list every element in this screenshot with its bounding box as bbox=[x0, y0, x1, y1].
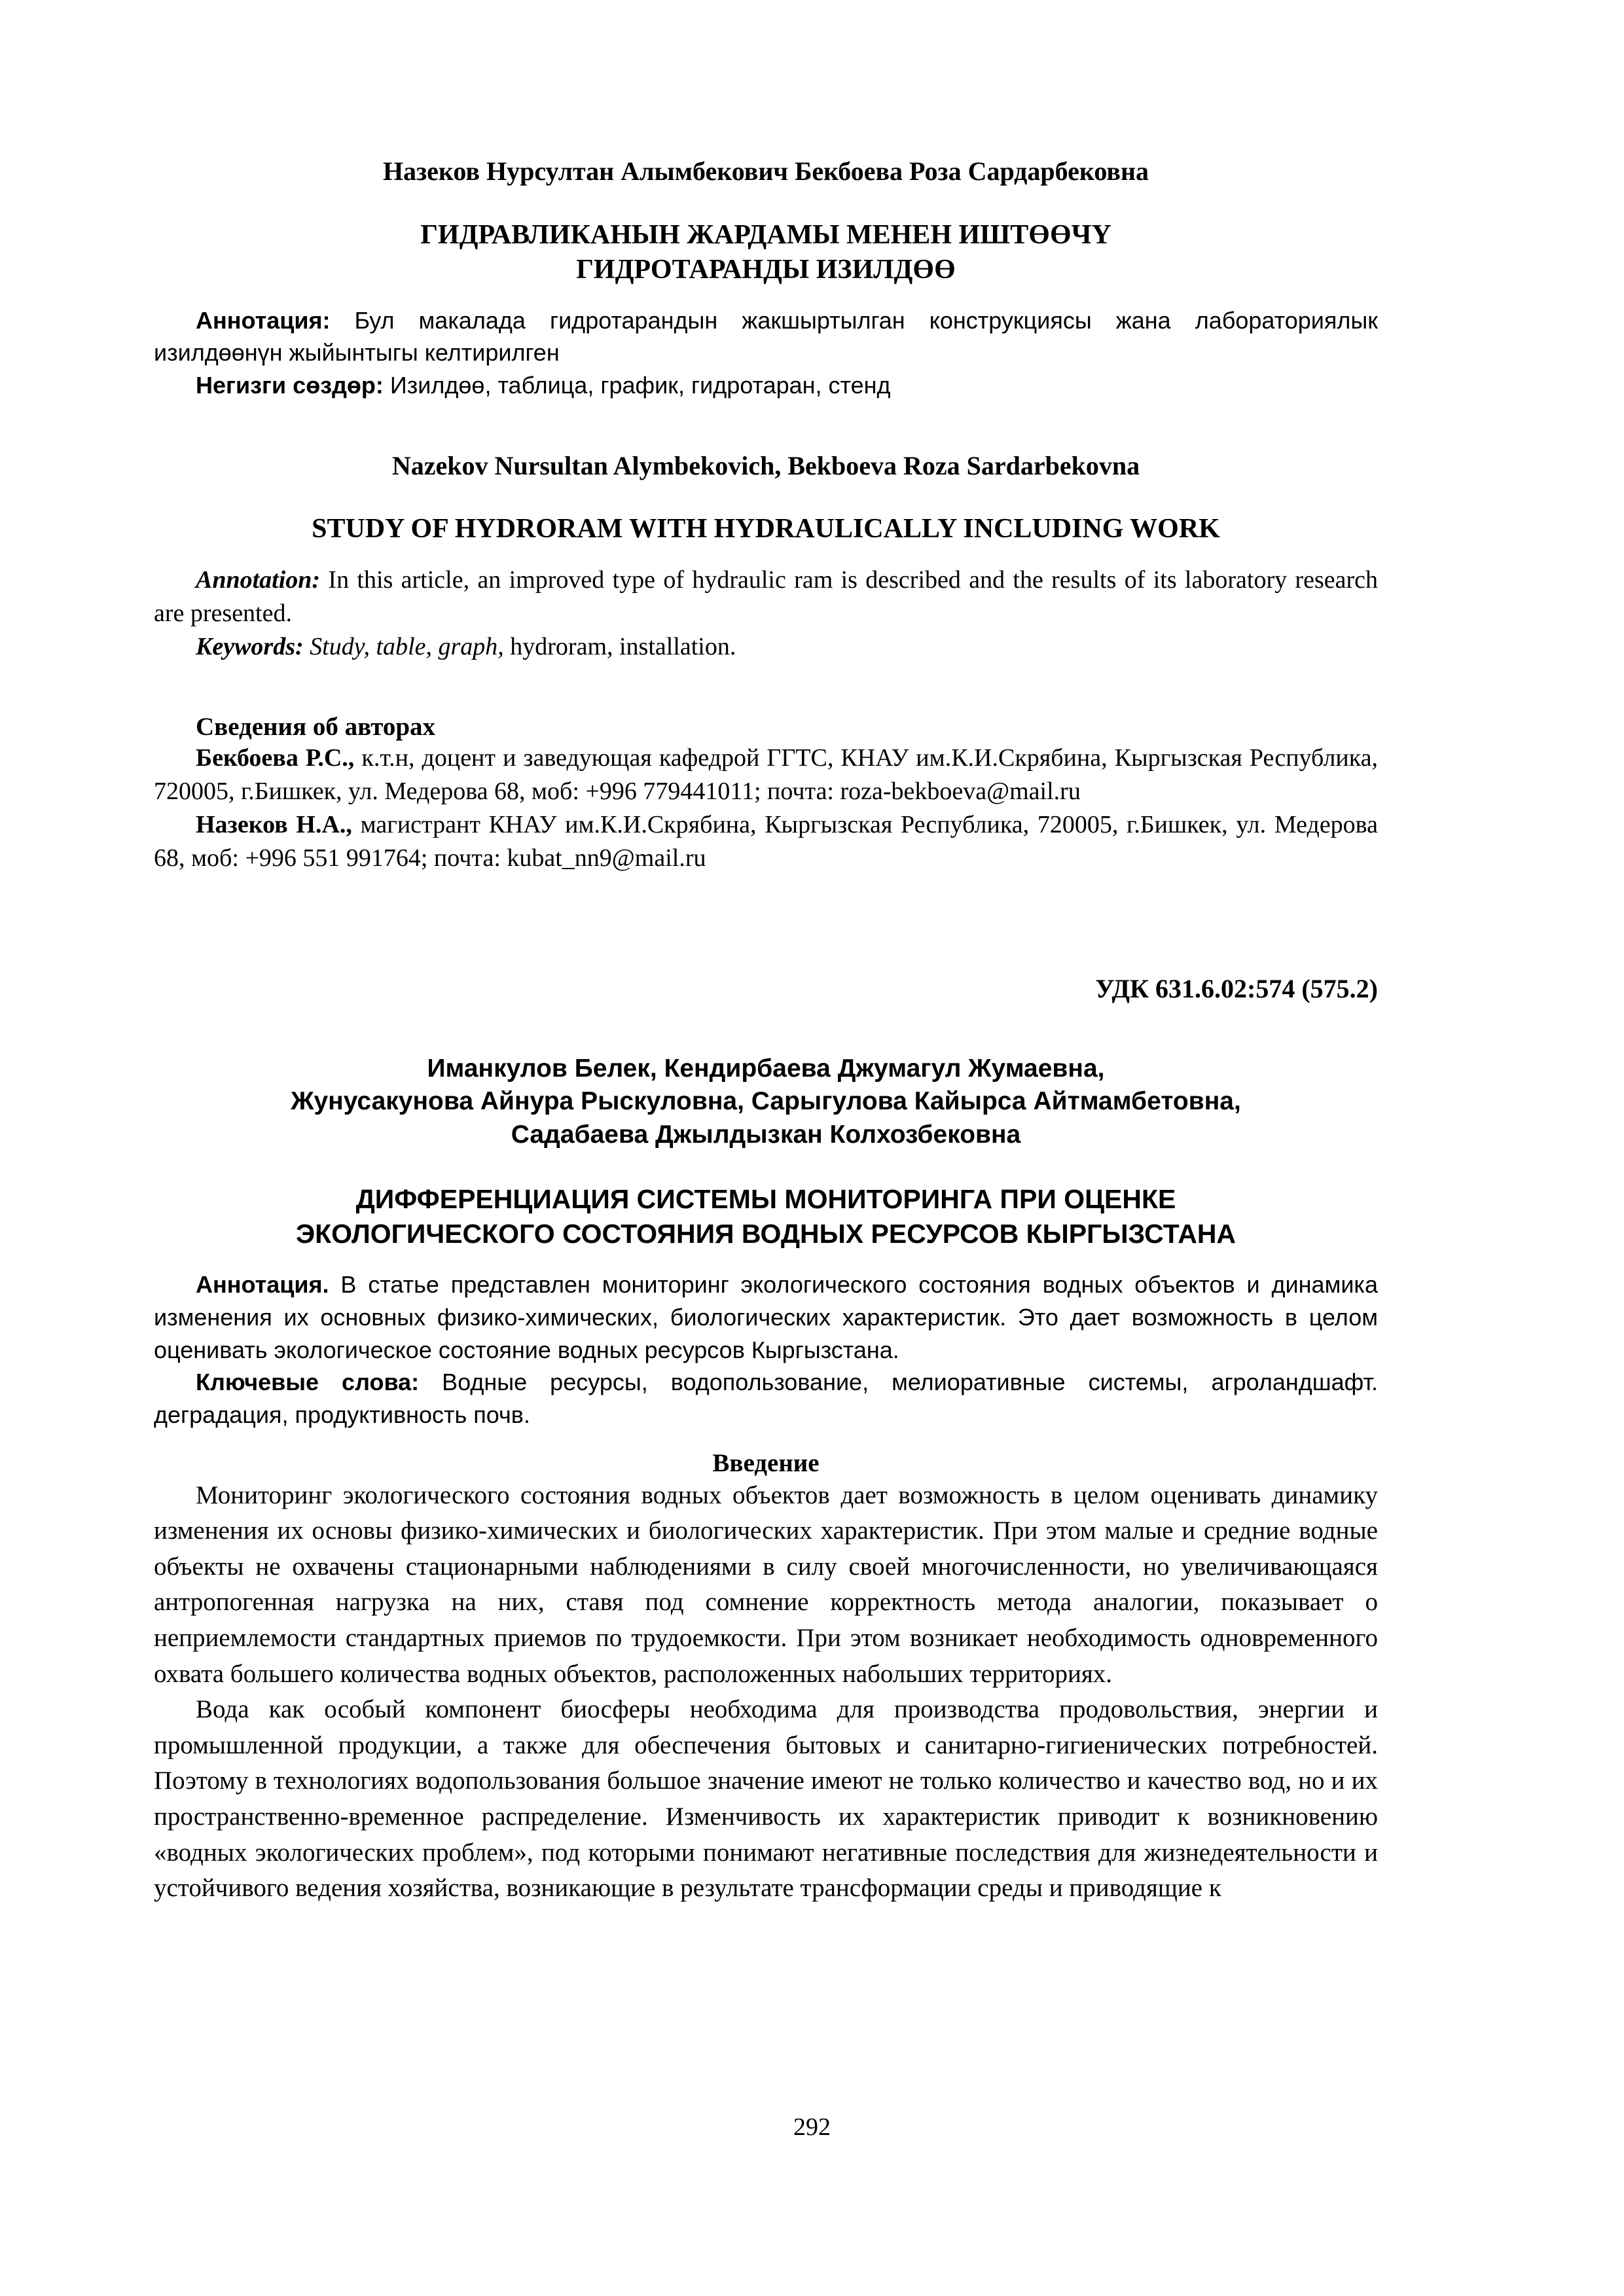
spacer bbox=[154, 1152, 1378, 1182]
spacer bbox=[154, 482, 1378, 512]
spacer bbox=[154, 547, 1378, 564]
article1-author1-details: к.т.н, доцент и заведующая кафедрой ГГТС, КНАУ им.К.И.Скрябина, Кыргызская Республика, 720005, г.Бишкек, ул. Медерова 68, моб: +996 779441011; почта: roza-bekboeva@mail.ru bbox=[154, 744, 1378, 805]
article2-intro-paragraph-1: Мониторинг экологического состояния водных объектов дает возможность в целом оценивать динамику изменения их основы физико-химических и биологических характеристик. При этом малые и средние водные объекты не охвачены стационарными наблюдениями в силу своей многочисленности, но увеличивающаяся антропогенная нагрузка на них, ставя под сомнение корректность метода аналогии, показывает о неприемлемости стандартных приемов по трудоемкости. При этом возникает необходимость одновременного охвата большего количества водных объектов, расположенных набольших территориях. bbox=[154, 1480, 1378, 1688]
article2-keywords-text: Водные ресурсы, водопользование, мелиоративные системы, агроландшафт. деградация, продуктивность почв. bbox=[154, 1369, 1378, 1429]
spacer bbox=[154, 287, 1378, 304]
spacer bbox=[154, 664, 1378, 712]
article1-keywords-en bbox=[154, 630, 1378, 664]
article2-intro-paragraph-2: Вода как особый компонент биосферы необходима для производства продовольствия, энергии и промышленной продукции, а также для обеспечения бытовых и санитарно-гигиенических потребностей. Поэтому в технологиях водопользования большое значение имеют не только количество и качество вод, но и их пространственно-временное распределение. Изменчивость их характеристик приводит к возникновению «водных экологических проблем», под которыми понимают негативные последствия для жизнедеятельности и устойчивого ведения хозяйства, возникающие в результате трансформации среды и приводящие к bbox=[154, 1695, 1378, 1903]
article1-abstract-kg bbox=[154, 304, 1378, 369]
article-2 bbox=[154, 973, 1378, 1907]
article1-title-kg-line1: ГИДРАВЛИКАНЫН ЖАРДАМЫ МЕНЕН ИШТӨӨЧҮ bbox=[420, 219, 1111, 250]
article1-author2-name: Назеков Н.А., bbox=[196, 810, 352, 838]
article1-authors-en: Nazekov Nursultan Alymbekovich, Bekboeva Roza Sardarbekovna bbox=[391, 450, 1140, 480]
page-content bbox=[154, 156, 1378, 1907]
spacer bbox=[154, 1251, 1378, 1268]
article1-author1-name: Бекбоева Р.С., bbox=[196, 744, 355, 772]
spacer bbox=[154, 1004, 1378, 1052]
article2-abstract-text: В статье представлен мониторинг экологического состояния водных объектов и динамика изменения их основных физико-химических, биологических характеристик. Это дает возможность в целом оценивать экологическое состояние водных ресурсов Кыргызстана. bbox=[154, 1271, 1378, 1363]
spacer bbox=[154, 402, 1378, 450]
article1-title-en: STUDY OF HYDRORAM WITH HYDRAULICALLY INCLUDING WORK bbox=[312, 514, 1220, 545]
article2-keywords-label: Ключевые слова: bbox=[196, 1369, 420, 1396]
article1-abstract-text-kg: Бул макалада гидротарандын жакшыртылган конструкциясы жана лабораториялык изилдөөнүн жыйынтыгы келтирилген bbox=[154, 306, 1378, 367]
article2-authors-line2: Жунусакунова Айнура Рыскуловна, Сарыгулова Кайырса Айтмамбетовна, bbox=[291, 1087, 1241, 1116]
article2-intro-heading: Введение bbox=[712, 1448, 820, 1477]
article2-udk: УДК 631.6.02:574 (575.2) bbox=[1095, 973, 1378, 1003]
article2-authors-line3: Садабаева Джылдызкан Колхозбековна bbox=[511, 1121, 1021, 1149]
article2-authors bbox=[154, 1052, 1378, 1152]
article2-title bbox=[154, 1182, 1378, 1252]
article1-author-info-heading: Сведения об авторах bbox=[196, 713, 436, 742]
article2-authors-line1: Иманкулов Белек, Кендирбаева Джумагул Жумаевна, bbox=[427, 1054, 1105, 1083]
article2-title-line1: ДИФФЕРЕНЦИАЦИЯ СИСТЕМЫ МОНИТОРИНГА ПРИ ОЦЕНКЕ bbox=[355, 1183, 1176, 1214]
article1-title-kg-line2: ГИДРОТАРАНДЫ ИЗИЛДӨӨ bbox=[576, 254, 956, 285]
article1-keywords-plain-en: hydroram, installation. bbox=[503, 633, 736, 661]
article1-keywords-kg bbox=[154, 369, 1378, 402]
article1-author1-info bbox=[154, 742, 1378, 808]
article1-abstract-label-kg: Аннотация: bbox=[196, 306, 331, 334]
article2-abstract bbox=[154, 1268, 1378, 1366]
article1-annotation-en bbox=[154, 564, 1378, 630]
article1-keywords-label-kg: Негизги сөздөр: bbox=[196, 371, 384, 399]
article2-keywords bbox=[154, 1366, 1378, 1431]
article1-authors-kg: Назеков Нурсултан Алымбекович Бекбоева Роза Сардарбековна bbox=[382, 156, 1149, 186]
article1-keywords-text-kg: Изилдөө, таблица, график, гидротаран, стенд bbox=[383, 371, 891, 399]
spacer bbox=[154, 188, 1378, 218]
article1-keywords-label-en: Keywords: bbox=[196, 633, 304, 661]
article1-annotation-text-en: In this article, an improved type of hydraulic ram is described and the results of its laboratory research are presented. bbox=[154, 566, 1378, 628]
article2-abstract-label: Аннотация. bbox=[196, 1271, 329, 1299]
spacer bbox=[154, 875, 1378, 973]
article1-title-kg bbox=[154, 218, 1378, 287]
article1-author2-info bbox=[154, 808, 1378, 875]
article-1 bbox=[154, 156, 1378, 875]
article2-title-line2: ЭКОЛОГИЧЕСКОГО СОСТОЯНИЯ ВОДНЫХ РЕСУРСОВ КЫРГЫЗСТАНА bbox=[295, 1219, 1236, 1249]
page-number: 292 bbox=[793, 2113, 831, 2141]
article1-keywords-italic-en: Study, table, graph, bbox=[303, 633, 504, 661]
spacer bbox=[154, 1431, 1378, 1448]
article1-author2-details: магистрант КНАУ им.К.И.Скрябина, Кыргызская Республика, 720005, г.Бишкек, ул. Медерова 68, моб: +996 551 991764; почта: kubat_nn9@mail.ru bbox=[154, 810, 1378, 872]
article1-annotation-label-en: Annotation: bbox=[196, 566, 321, 594]
